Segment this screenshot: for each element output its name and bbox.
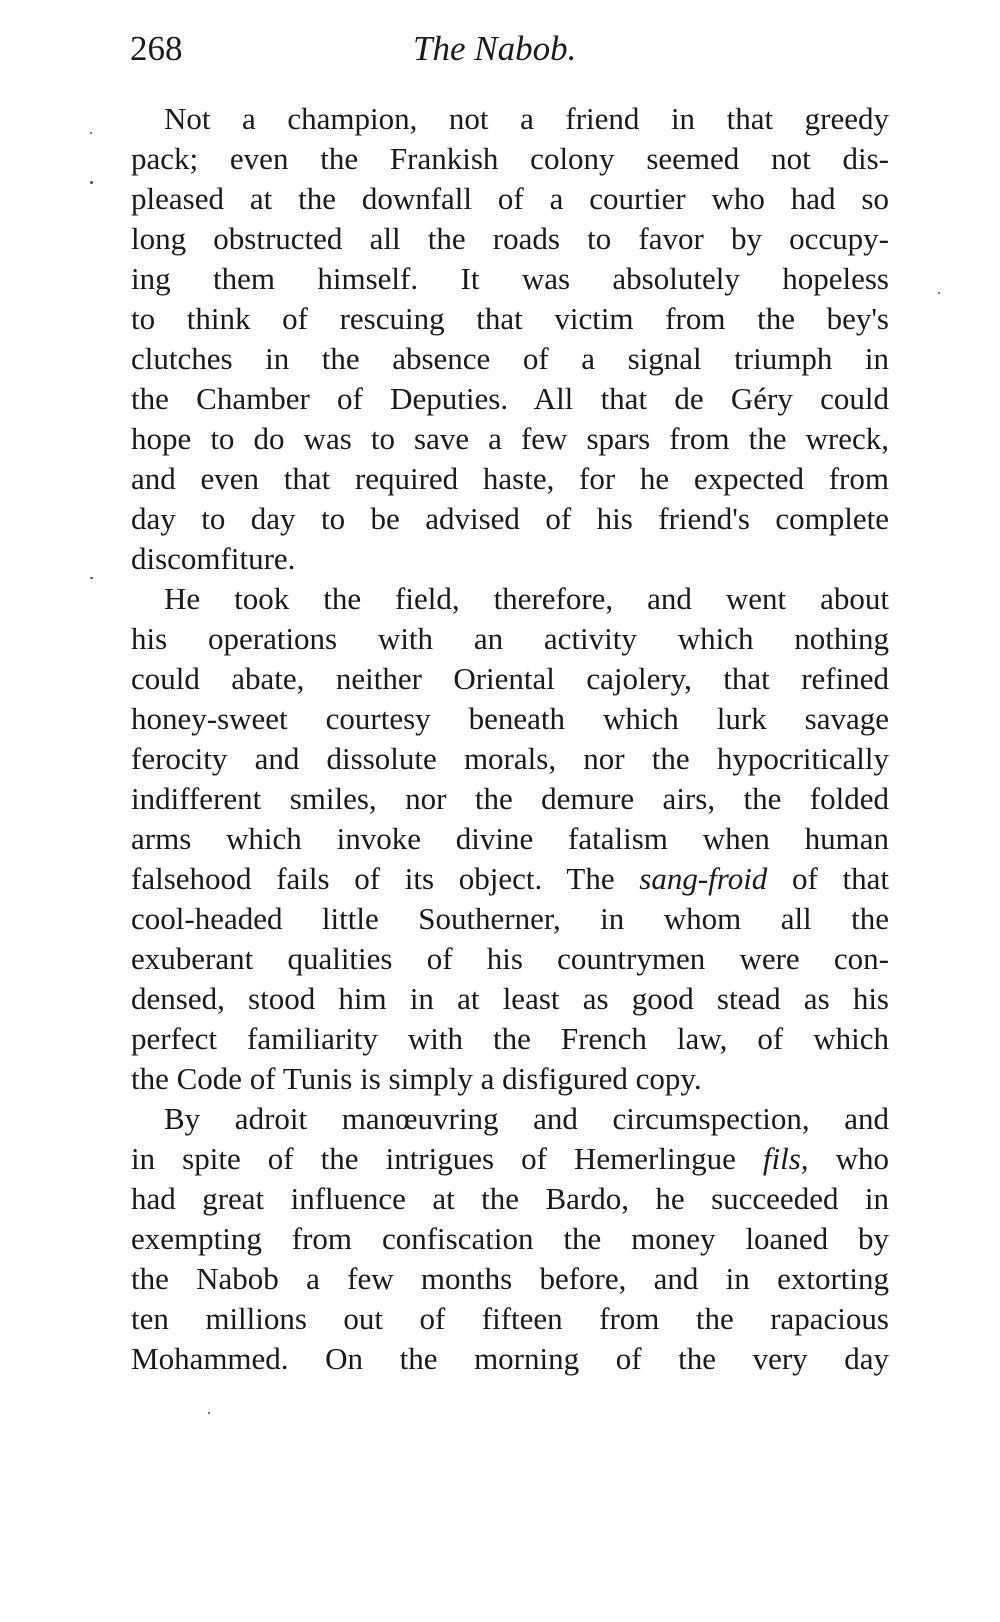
- text-line: exempting from confiscation the money loaned by: [131, 1221, 889, 1256]
- paragraph-2: [131, 579, 889, 1099]
- text-line: the Nabob a few months before, and in extorting: [131, 1261, 889, 1296]
- scan-speck: [208, 1412, 210, 1414]
- text-line: could abate, neither Oriental cajolery, that refined: [131, 661, 889, 696]
- scan-speck: [938, 292, 940, 294]
- book-title: The Nabob.: [413, 29, 577, 68]
- text-line: By adroit manœuvring and circumspection, and: [164, 1101, 889, 1136]
- text-line: hope to do was to save a few spars from the wreck,: [131, 421, 889, 456]
- text-segment: falsehood fails of its object.: [131, 861, 543, 896]
- text-segment: who: [835, 1141, 890, 1176]
- scan-speck: [90, 132, 92, 134]
- text-line: arms which invoke divine fatalism when human: [131, 821, 889, 856]
- text-line: densed, stood him in at least as good stead as his: [131, 981, 889, 1016]
- text-line: the Chamber of Deputies. All that de Géry could: [131, 381, 889, 416]
- text-line: ferocity and dissolute morals, nor the hypocritically: [131, 741, 889, 776]
- running-head: [130, 24, 890, 74]
- italic-phrase: fils,: [762, 1141, 809, 1176]
- text-line: ing them himself. It was absolutely hopeless: [131, 261, 889, 296]
- text-line: and even that required haste, for he expected from: [131, 461, 889, 496]
- text-segment: in spite of the intrigues of Hemerlingue: [131, 1141, 736, 1176]
- text-line: honey-sweet courtesy beneath which lurk savage: [131, 701, 889, 736]
- text-line: pack; even the Frankish colony seemed not dis-: [131, 141, 889, 176]
- text-line: long obstructed all the roads to favor by occupy-: [131, 221, 889, 256]
- italic-phrase: sang-froid: [639, 861, 768, 896]
- text-line: the Code of Tunis is simply a disfigured copy.: [131, 1061, 702, 1096]
- text-line: indifferent smiles, nor the demure airs, the folded: [131, 781, 889, 816]
- page-number: 268: [130, 29, 183, 68]
- text-line: his operations with an activity which nothing: [131, 621, 889, 656]
- text-line: Not a champion, not a friend in that greedy: [164, 101, 889, 136]
- scan-speck: [90, 577, 93, 579]
- text-line: ten millions out of fifteen from the rapacious: [131, 1301, 889, 1336]
- paragraph-1: [131, 99, 889, 579]
- text-line: discomfiture.: [131, 541, 296, 576]
- text-line: He took the field, therefore, and went about: [164, 581, 889, 616]
- text-line: clutches in the absence of a signal triumph in: [131, 341, 889, 376]
- text-line-with-italic: [131, 859, 889, 899]
- text-segment: The: [566, 861, 615, 896]
- text-line: pleased at the downfall of a courtier who had so: [131, 181, 889, 216]
- text-line-with-italic: [131, 1139, 889, 1179]
- text-line: Mohammed. On the morning of the very day: [131, 1341, 889, 1376]
- text-line: day to day to be advised of his friend's complete: [131, 501, 889, 536]
- scan-speck: [90, 181, 93, 184]
- text-segment: of that: [792, 861, 889, 896]
- text-line: to think of rescuing that victim from the bey's: [131, 301, 889, 336]
- text-line: exuberant qualities of his countrymen were con-: [131, 941, 889, 976]
- body-text: [131, 99, 889, 1379]
- paragraph-3: [131, 1099, 889, 1379]
- text-line: had great influence at the Bardo, he succeeded in: [131, 1181, 889, 1216]
- text-line: cool-headed little Southerner, in whom all the: [131, 901, 889, 936]
- text-line: perfect familiarity with the French law, of which: [131, 1021, 889, 1056]
